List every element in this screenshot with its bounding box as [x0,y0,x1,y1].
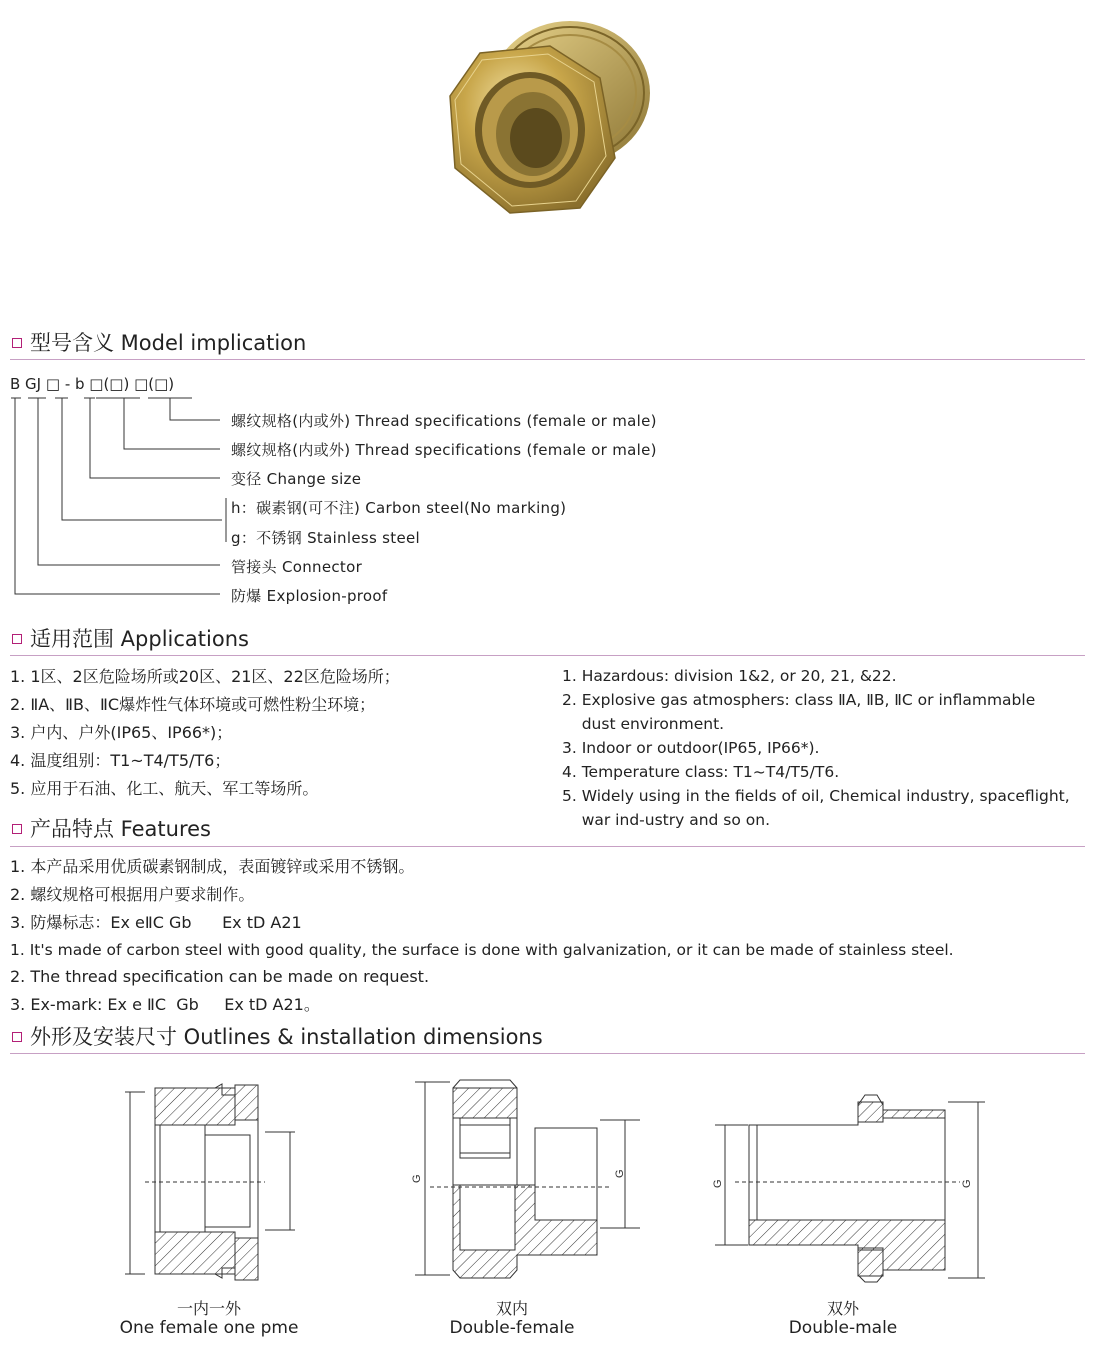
section-applications [10,626,1085,656]
section-title: 外形及安装尺寸 Outlines & installation dimensions [30,1025,543,1049]
application-cn-item: 1. 1区、2区危险场所或20区、21区、22区危险场所； [10,667,400,686]
section-bullet-icon [12,634,22,644]
drawing-caption-en: Double-female [449,1318,575,1338]
application-en-item: 3. Indoor or outdoor(IP65, IP66*). [562,739,820,757]
feature-item: 1. 本产品采用优质碳素钢制成，表面镀锌或采用不锈钢。 [10,857,415,876]
product-photo [430,8,660,248]
drawing-one-female-one-male [125,1084,295,1280]
application-cn-item: 2. ⅡA、ⅡB、ⅡC爆炸性气体环境或可燃性粉尘环境； [10,695,376,714]
application-en-item: war ind-ustry and so on. [562,811,771,829]
feature-item: 2. The thread specification can be made on request. [10,967,430,986]
feature-item: 3. 防爆标志：Ex eⅡC Gb Ex tD A21 [10,913,302,932]
section-bullet-icon [12,1032,22,1042]
legend-item: 管接头 Connector [231,558,363,576]
section-title: 适用范围 Applications [30,627,249,651]
section-outlines [10,1024,1085,1054]
dimension-label: G [411,1174,423,1183]
feature-item: 1. It's made of carbon steel with good quality, the surface is done with galvanization, or it can be made of stainless steel. [10,941,954,959]
dimension-label: G [712,1179,724,1188]
section-divider [10,846,1085,847]
section-bullet-icon [12,824,22,834]
application-en-item: dust environment. [562,715,725,733]
legend-item: h：碳素钢(可不注) Carbon steel(No marking) [231,499,567,517]
dimension-label: G [614,1169,626,1178]
feature-item: 3. Ex-mark: Ex e ⅡC Gb Ex tD A21。 [10,995,320,1014]
application-en-item: 1. Hazardous: division 1&2, or 20, 21, &22. [562,667,897,685]
dimension-label: G [961,1179,973,1188]
drawing-caption-en: One female one pme [119,1318,299,1338]
drawing-caption-cn: 双内 [495,1299,528,1318]
section-model-implication [10,330,1085,360]
drawing-caption-en: Double-male [788,1318,898,1338]
legend-item: 螺纹规格(内或外) Thread specifications (female or male) [231,412,657,430]
application-cn-item: 3. 户内、户外(IP65、IP66*)； [10,723,233,742]
model-code-leader-lines [0,392,240,604]
drawing-double-male [715,1095,985,1282]
legend-item: 防爆 Explosion-proof [231,587,388,605]
drawing-double-female [415,1080,640,1278]
application-en-item: 4. Temperature class: T1~T4/T5/T6. [562,763,840,781]
section-title: 型号含义 Model implication [30,331,307,355]
outline-drawings [0,1070,1100,1295]
drawing-caption-cn: 一内一外 [176,1299,241,1318]
feature-item: 2. 螺纹规格可根据用户要求制作。 [10,885,255,904]
application-cn-item: 4. 温度组别：T1~T4/T5/T6； [10,751,231,770]
legend-item: 变径 Change size [231,470,362,488]
application-cn-item: 5. 应用于石油、化工、航天、军工等场所。 [10,779,319,798]
model-code: B GJ □ - b □(□) □(□) [10,375,175,393]
section-features [10,816,553,846]
drawing-caption-cn: 双外 [826,1299,859,1318]
section-title: 产品特点 Features [30,817,211,841]
section-bullet-icon [12,338,22,348]
application-en-item: 5. Widely using in the fields of oil, Chemical industry, spaceflight, [562,787,1070,805]
application-en-item: 2. Explosive gas atmosphers: class ⅡA, ⅡB, ⅡC or inflammable [562,691,1036,709]
legend-item: g：不锈钢 Stainless steel [231,529,420,547]
legend-item: 螺纹规格(内或外) Thread specifications (female or male) [231,441,657,459]
